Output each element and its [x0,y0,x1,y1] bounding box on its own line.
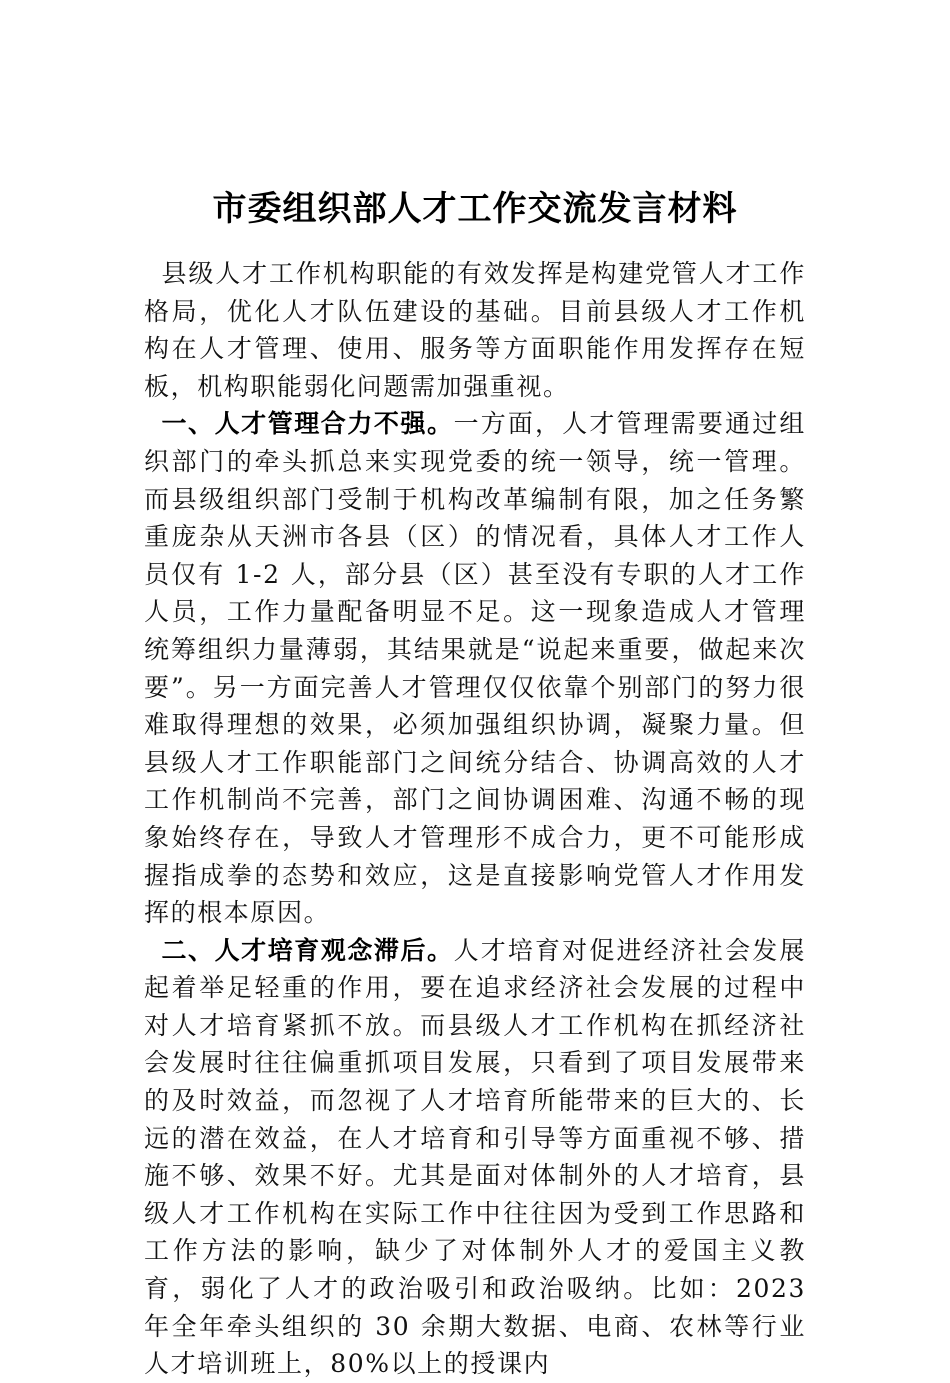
section-2-text: 人才培育对促进经济社会发展起着举足轻重的作用，要在追求经济社会发展的过程中对人才培育紧抓不放。而县级人才工作机构在抓经济社会发展时往往偏重抓项目发展，只看到了项目发展带来的及时效益，而忽视了人才培育所能带来的巨大的、长远的潜在效益，在人才培育和引导等方面重视不够、措施不够、效果不好。尤其是面对体制外的人才培育，县级人才工作机构在实际工作中往往因为受到工作思路和工作方法的影响，缺少了对体制外人才的爱国主义教育，弱化了人才的政治吸引和政治吸纳。比如：2023 年全年牵头组织的 30 余期大数据、电商、农林等行业人才培训班上，80%以上的授课内 [144,935,806,1379]
section-1-heading: 一、人才管理合力不强。 [161,409,454,439]
section-1-paragraph [144,405,806,931]
section-2-paragraph [144,932,806,1383]
section-1-text: 一方面，人才管理需要通过组织部门的牵头抓总来实现党委的统一领导，统一管理。而县级组织部门受制于机构改革编制有限，加之任务繁重庞杂从天洲市各县（区）的情况看，具体人才工作人员仅有 1-2 人，部分县（区）甚至没有专职的人才工作人员，工作力量配备明显不足。这一现象造成人才管理统筹组织力量薄弱，其结果就是“说起来重要，做起来次要”。另一方面完善人才管理仅仅依靠个别部门的努力很难取得理想的效果，必须加强组织协调，凝聚力量。但县级人才工作职能部门之间统分结合、协调高效的人才工作机制尚不完善，部门之间协调困难、沟通不畅的现象始终存在，导致人才管理形不成合力，更不可能形成握指成拳的态势和效应，这是直接影响党管人才作用发挥的根本原因。 [144,409,806,928]
intro-paragraph [144,255,806,405]
document-title: 市委组织部人才工作交流发言材料 [212,188,738,229]
section-2-heading: 二、人才培育观念滞后。 [161,935,454,965]
document-body [144,255,806,1383]
intro-paragraph-text: 县级人才工作机构职能的有效发挥是构建党管人才工作格局，优化人才队伍建设的基础。目前县级人才工作机构在人才管理、使用、服务等方面职能作用发挥存在短板，机构职能弱化问题需加强重视。 [144,259,806,401]
